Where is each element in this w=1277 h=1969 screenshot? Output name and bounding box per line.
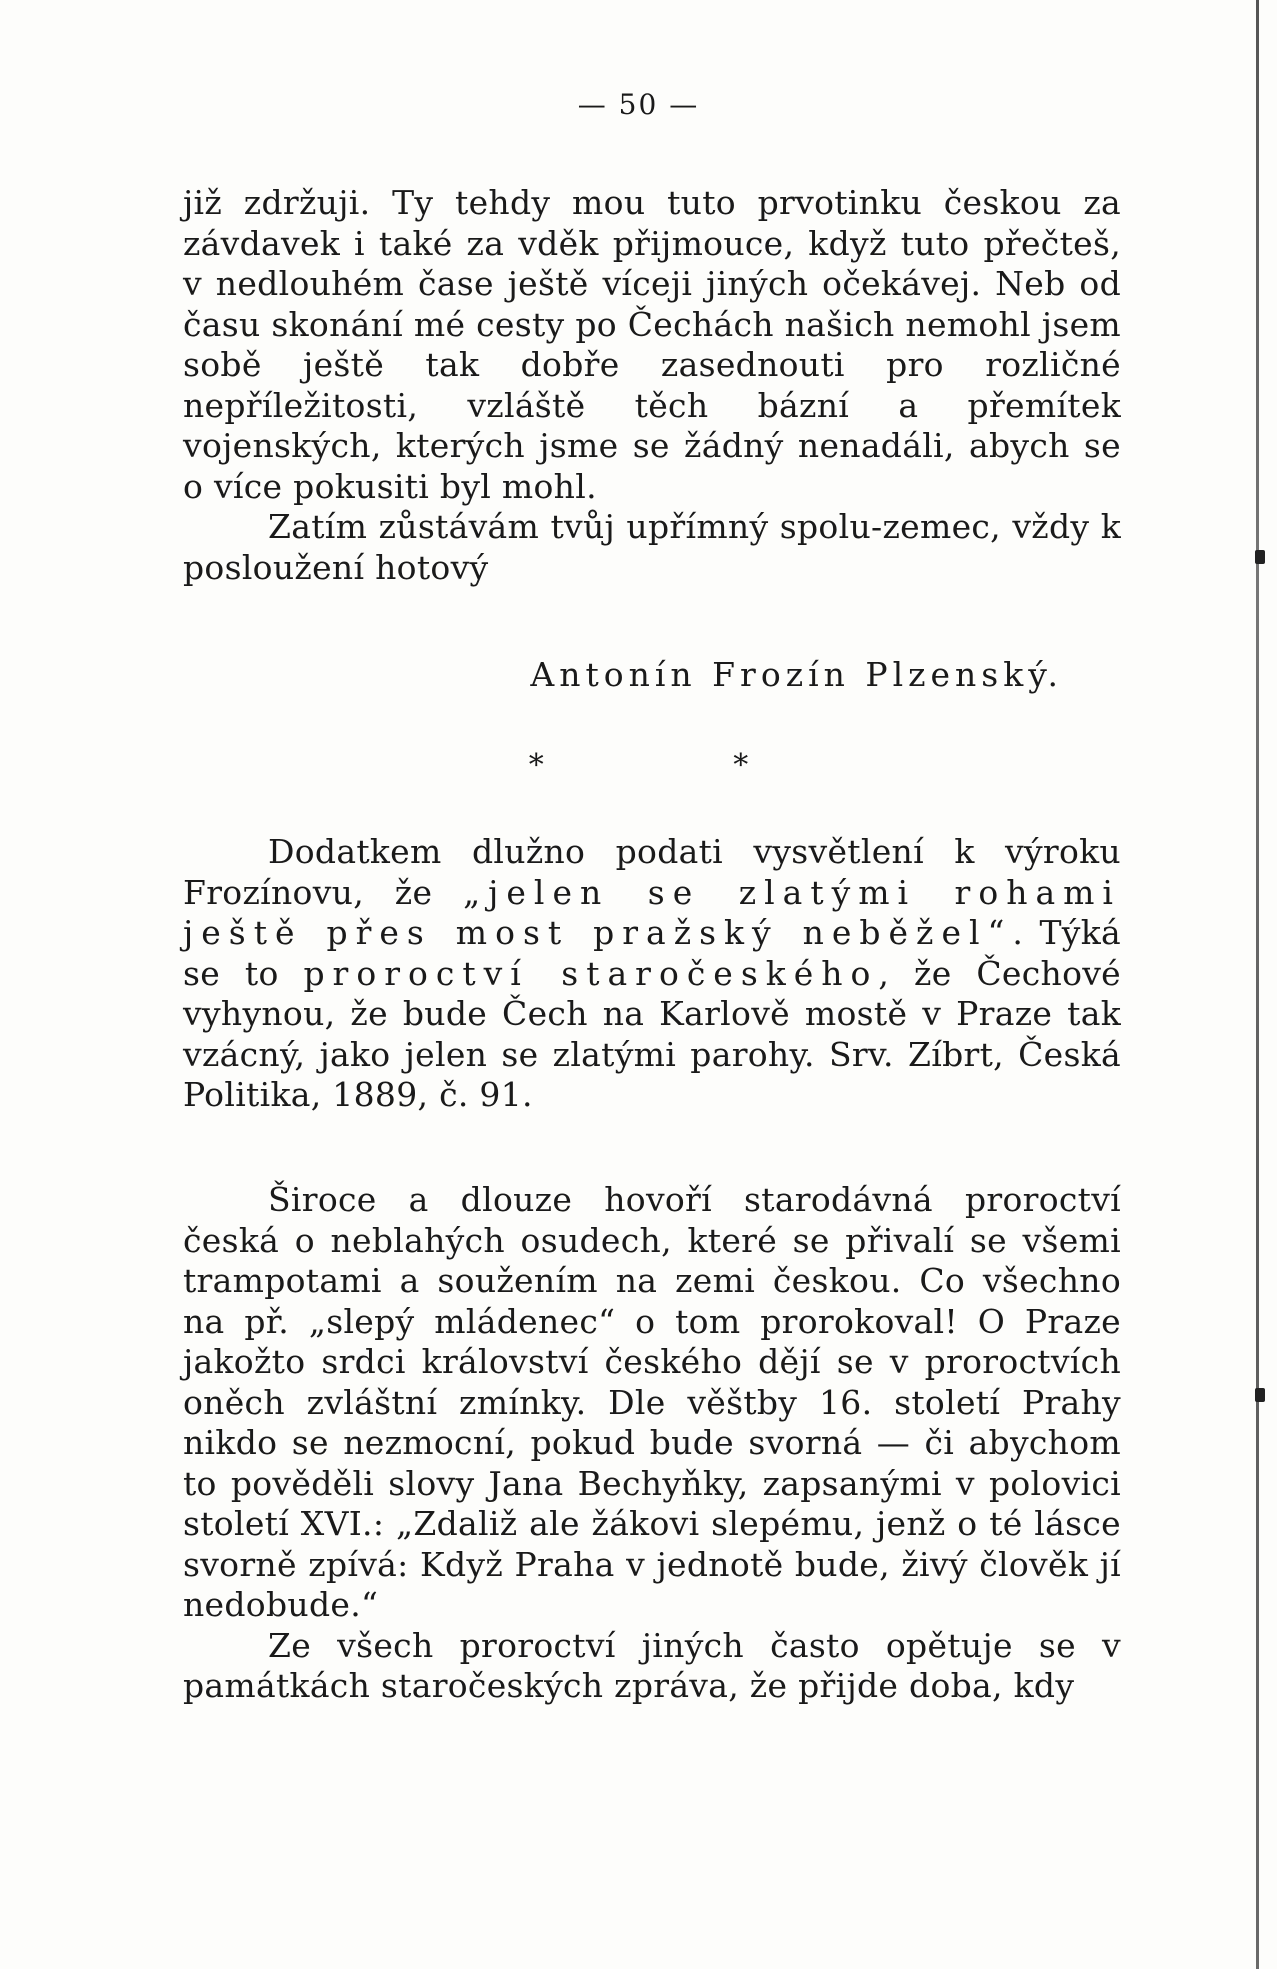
note-text-part: . Týká se to <box>183 913 1121 993</box>
section-separator <box>0 748 1277 783</box>
letter-paragraph: již zdržuji. Ty tehdy mou tuto prvotinku českou za závdavek i také za vděk přijmouce, když tuto přečteš, v nedlouhém čase ještě víceji jiných očekávej. Neb od času skonání mé cesty po Čechách našich nemohl jsem sobě ještě tak dobře zasednouti pro rozličné nepříležitosti, vzláště těch bázní a přemítek vojenských, kterých jsme se žádný nenadáli, abych se o více pokusiti byl mohl. <box>183 183 1121 506</box>
page-edge <box>1256 0 1259 1969</box>
edge-mark <box>1255 550 1265 564</box>
separator-asterisk: * <box>733 748 749 783</box>
edge-mark <box>1255 1388 1265 1402</box>
note-emphasis: proroctví staročeského <box>303 953 879 993</box>
body-paragraph: Široce a dlouze hovoří starodávná proroctví česká o neblahých osudech, které se přivalí se všemi trampotami a soužením na zemi českou. Co všechno na př. „slepý mládenec“ o tom prorokoval! O Praze jakožto srdci království českého dějí se v proroctvích oněch zvláštní zmínky. Dle věštby 16. století Prahy nikdo se nezmocní, pokud bude svorná — či abychom to pověděli slovy Jana Bechyňky, zapsanými v polovici století XVI.: „Zdaliž ale žákovi slepému, jenž o té lásce svorně zpívá: Když Praha v jednotě bude, živý člověk jí nedobude.“ <box>183 1180 1121 1624</box>
note-quote: „jelen se zlatými rohami ještě přes most pražský neběžel“ <box>183 872 1121 952</box>
page-number: — 50 — <box>577 88 700 121</box>
body-text <box>183 1180 1121 1707</box>
note-text-part: , že Čechové vyhynou, že bude Čech na Karlově mostě v Praze tak vzácný, jako jelen se zlatými parohy. Srv. Zíbrt, Česká Politika, 1889, č. 91. <box>183 953 1122 1114</box>
letter-text <box>183 183 1121 588</box>
separator-asterisk: * <box>528 748 544 783</box>
note-text-part: Dodatkem dlužno podati vysvětlení k výroku Frozínovu, že <box>183 832 1121 912</box>
signature: Antonín Frozín Plzenský. <box>530 655 1063 694</box>
note-paragraph <box>183 832 1121 1116</box>
letter-closing: Zatím zůstávám tvůj upřímný spolu-zemec, vždy k posloužení hotový <box>183 507 1121 587</box>
body-paragraph: Ze všech proroctví jiných často opětuje se v památkách staročeských zpráva, že přijde doba, kdy <box>183 1625 1121 1705</box>
note-text <box>183 832 1121 1116</box>
